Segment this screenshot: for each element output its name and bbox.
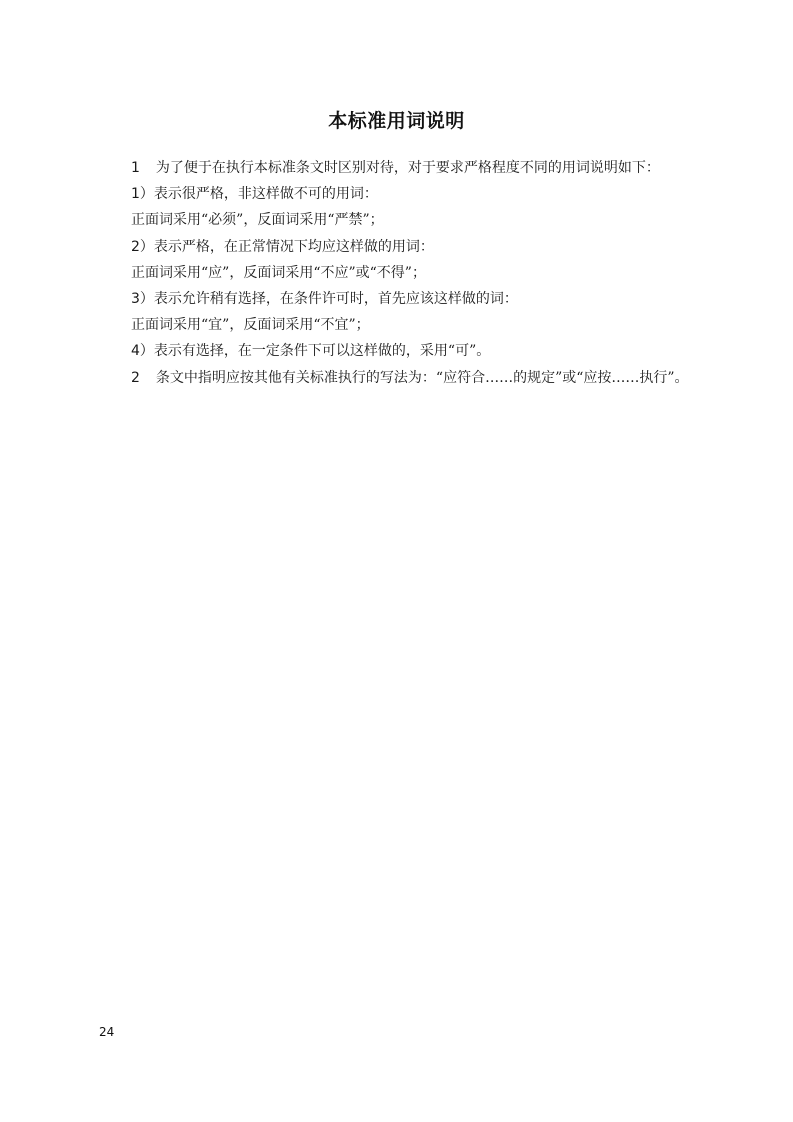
page-title: 本标准用词说明 xyxy=(328,110,465,132)
explanation-body xyxy=(98,155,696,391)
sub-item-3-usage xyxy=(98,312,696,338)
sub-item-number: 2） xyxy=(131,238,154,255)
sub-item-number: 3） xyxy=(131,291,154,308)
usage-text: 正面词采用“应”，反面词采用“不应”或“不得”； xyxy=(131,264,426,281)
clause-number: 1 xyxy=(131,160,140,176)
clause-1 xyxy=(98,155,696,181)
usage-text: 正面词采用“宜”，反面词采用“不宜”； xyxy=(131,317,370,334)
sub-item-text: 表示有选择，在一定条件下可以这样做的，采用“可”。 xyxy=(153,343,491,360)
sub-item-3 xyxy=(98,286,696,312)
page-number: 24 xyxy=(99,1025,115,1039)
sub-item-number: 1） xyxy=(131,186,154,203)
sub-item-1-usage xyxy=(98,207,696,233)
sub-item-text: 表示很严格，非这样做不可的用词： xyxy=(153,186,378,203)
sub-item-2 xyxy=(98,234,696,260)
sub-item-number: 4） xyxy=(131,343,154,360)
clause-number: 2 xyxy=(131,369,140,386)
sub-item-1 xyxy=(98,181,696,207)
clause-text: 条文中指明应按其他有关标准执行的写法为：“应符合……的规定”或“应按……执行”。 xyxy=(155,369,689,386)
usage-text: 正面词采用“必须”，反面词采用“严禁”； xyxy=(131,212,384,229)
clause-2 xyxy=(98,365,696,391)
sub-item-2-usage xyxy=(98,260,696,286)
sub-item-4 xyxy=(98,338,696,364)
sub-item-text: 表示严格，在正常情况下均应这样做的用词： xyxy=(153,238,434,255)
clause-text: 为了便于在执行本标准条文时区别对待，对于要求严格程度不同的用词说明如下： xyxy=(155,160,660,176)
sub-item-text: 表示允许稍有选择，在条件许可时，首先应该这样做的词： xyxy=(153,291,518,308)
